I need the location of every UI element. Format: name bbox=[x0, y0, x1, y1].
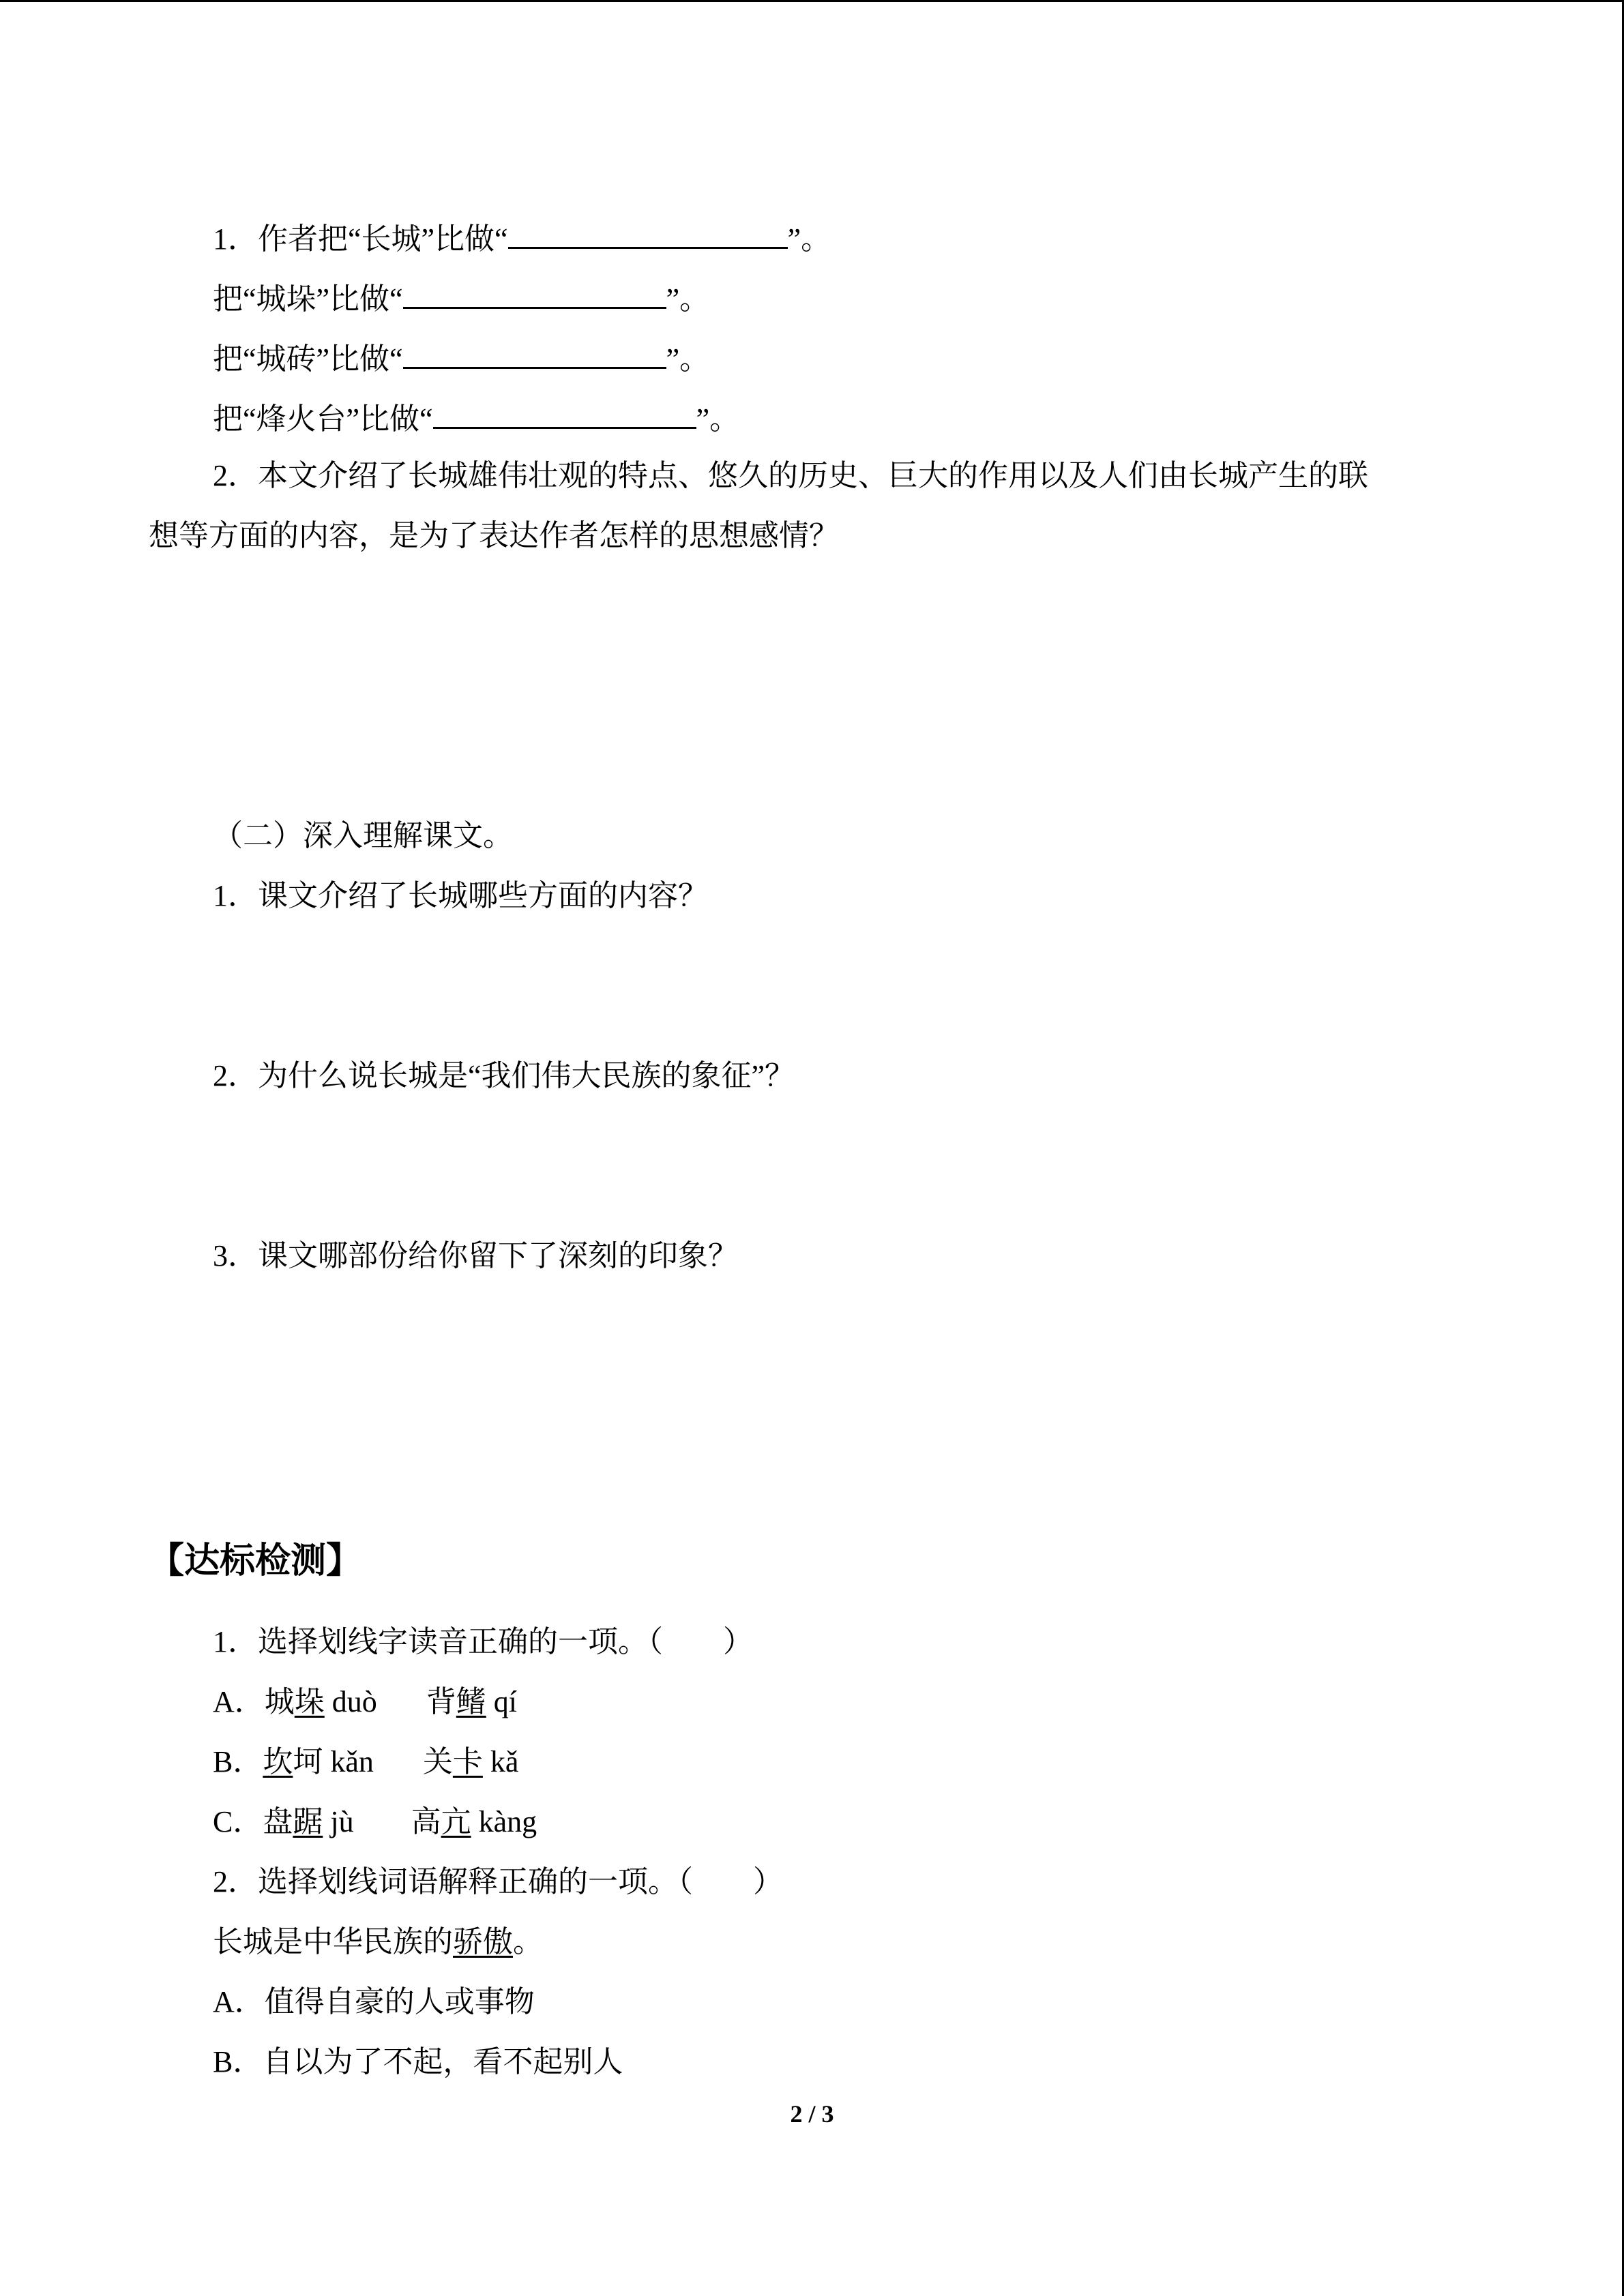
section2-q1: 1．课文介绍了长城哪些方面的内容？ bbox=[213, 879, 708, 912]
check-q1: 1．选择划线字读音正确的一项。（ ） bbox=[213, 1625, 753, 1658]
underlined-char: 踞 bbox=[293, 1805, 323, 1838]
check-heading: 【达标检测】 bbox=[149, 1540, 362, 1581]
sentence-text: 长城是中华民族的 bbox=[213, 1925, 453, 1958]
page-number: 2 / 3 bbox=[790, 2100, 834, 2128]
check-q1-option-b bbox=[213, 1742, 518, 1783]
option-label: B． bbox=[213, 1745, 263, 1778]
section2-title: （二）深入理解课文。 bbox=[213, 819, 513, 852]
pinyin: qí bbox=[486, 1685, 518, 1718]
underlined-char: 卡 bbox=[452, 1745, 483, 1778]
word-text: 背 bbox=[426, 1685, 456, 1718]
q1-prefix: 1．作者把“长城”比做“ bbox=[213, 222, 508, 256]
word-text: 坷 kǎn bbox=[293, 1745, 374, 1778]
q1-line bbox=[213, 215, 831, 260]
sentence-end: 。 bbox=[513, 1925, 543, 1958]
q1c-line bbox=[213, 336, 709, 380]
pinyin: duò bbox=[324, 1685, 377, 1718]
check-q1-option-c bbox=[213, 1802, 537, 1843]
underlined-char: 坎 bbox=[263, 1745, 293, 1778]
check-q2-option-a: A．值得自豪的人或事物 bbox=[213, 1985, 535, 2018]
q1-blank[interactable] bbox=[508, 215, 788, 249]
top-border bbox=[0, 0, 1624, 2]
q1b-suffix: ”。 bbox=[666, 282, 710, 316]
check-q2-sentence bbox=[213, 1922, 543, 1963]
underlined-char: 亢 bbox=[441, 1805, 471, 1838]
q1d-suffix: ”。 bbox=[696, 402, 740, 436]
q1d-line bbox=[213, 396, 739, 440]
q1b-line bbox=[213, 275, 709, 320]
word-text: 盘 bbox=[263, 1805, 293, 1838]
q1c-prefix: 把“城砖”比做“ bbox=[213, 342, 403, 376]
option-label: A． bbox=[213, 1685, 265, 1718]
underlined-char: 垛 bbox=[294, 1685, 325, 1718]
check-q2: 2．选择划线词语解释正确的一项。（ ） bbox=[213, 1865, 783, 1898]
section2-q3: 3．课文哪部份给你留下了深刻的印象？ bbox=[213, 1239, 738, 1272]
q1-suffix: ”。 bbox=[787, 222, 831, 256]
q1b-prefix: 把“城垛”比做“ bbox=[213, 282, 403, 316]
underlined-char: 鳍 bbox=[456, 1685, 486, 1718]
pinyin: kàng bbox=[471, 1805, 537, 1838]
q2-line1: 2．本文介绍了长城雄伟壮观的特点、悠久的历史、巨大的作用以及人们由长城产生的联 bbox=[213, 459, 1368, 492]
underlined-word: 骄傲 bbox=[453, 1925, 513, 1958]
q1d-blank[interactable] bbox=[433, 396, 696, 429]
check-q1-option-a bbox=[213, 1682, 517, 1723]
pinyin: jù bbox=[323, 1805, 354, 1838]
q1c-suffix: ”。 bbox=[666, 342, 710, 376]
word-text: 高 bbox=[411, 1805, 441, 1838]
q1c-blank[interactable] bbox=[403, 336, 666, 369]
pinyin: kǎ bbox=[482, 1745, 519, 1778]
q1d-prefix: 把“烽火台”比做“ bbox=[213, 402, 433, 436]
word-text: 城 bbox=[264, 1685, 295, 1718]
option-label: C． bbox=[213, 1805, 263, 1838]
section2-q2: 2．为什么说长城是“我们伟大民族的象征”？ bbox=[213, 1059, 795, 1092]
word-text: 关 bbox=[422, 1745, 453, 1778]
check-q2-option-b: B．自以为了不起，看不起别人 bbox=[213, 2045, 623, 2078]
q1b-blank[interactable] bbox=[403, 275, 666, 309]
q2-line2: 想等方面的内容，是为了表达作者怎样的思想感情？ bbox=[149, 519, 839, 552]
